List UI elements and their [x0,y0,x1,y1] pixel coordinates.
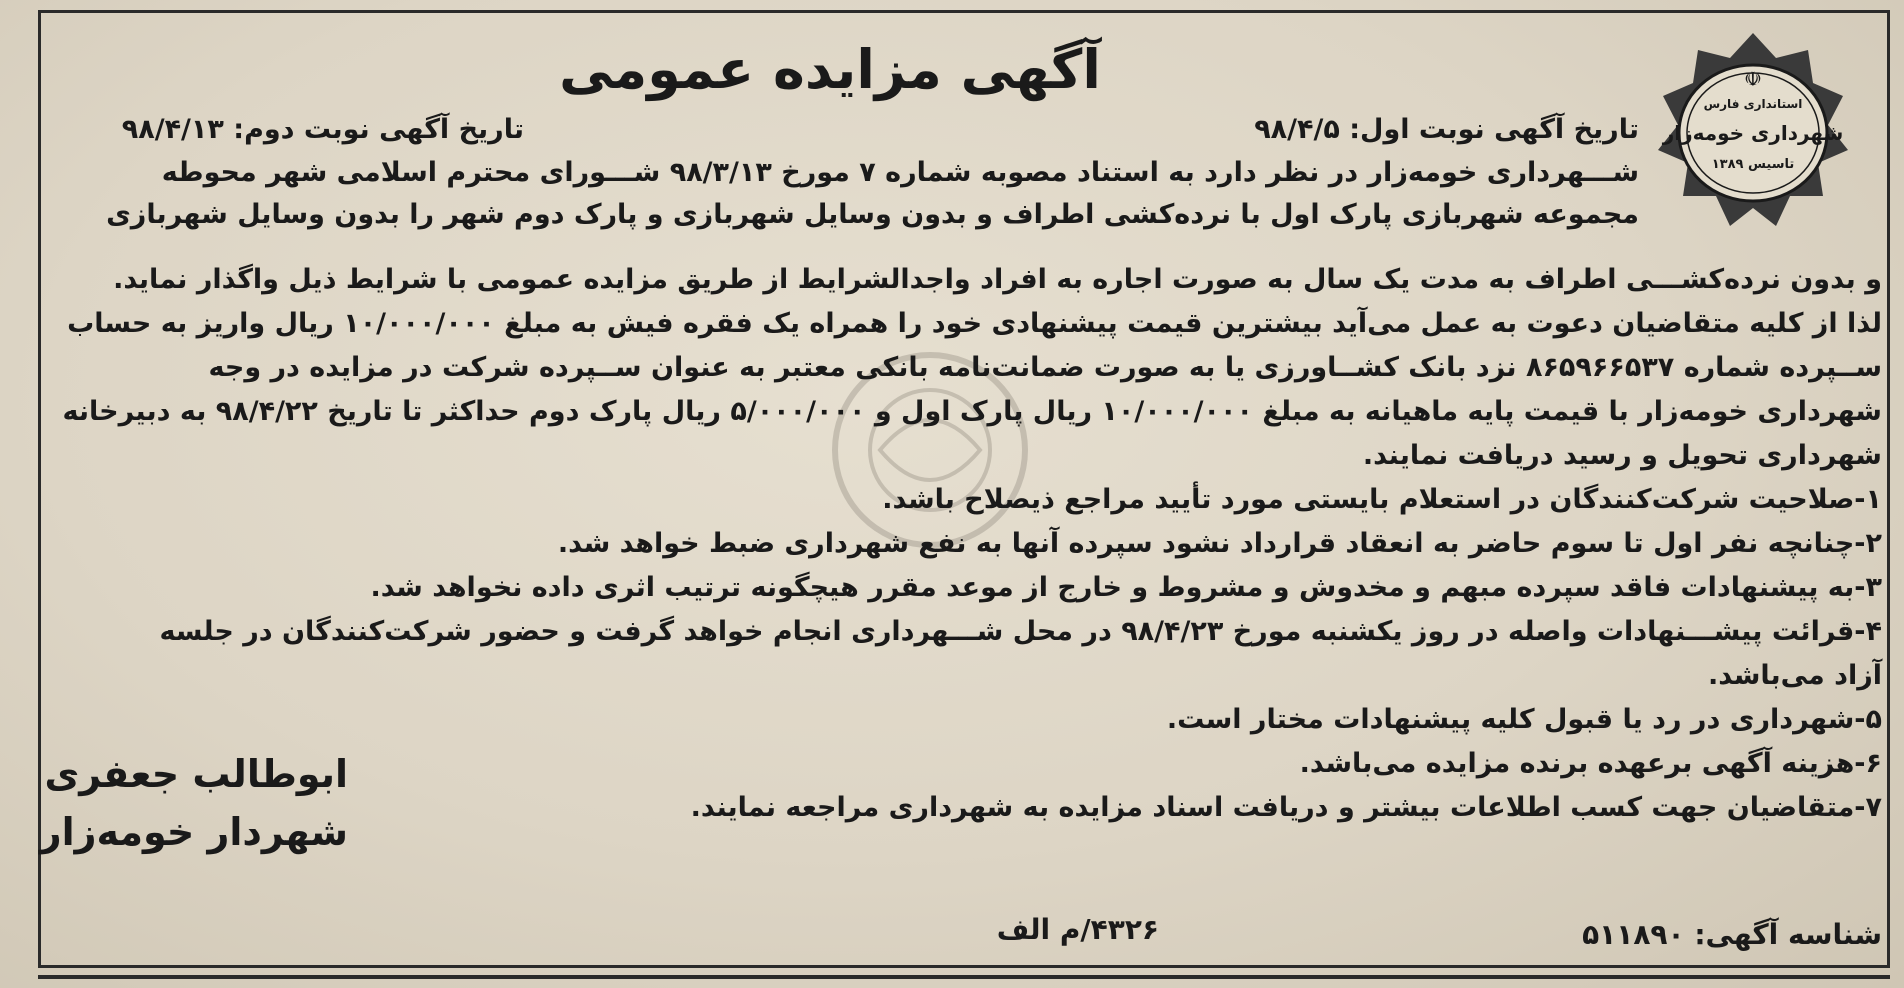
seal-founded: تاسیس ۱۳۸۹ [1711,157,1795,172]
body-line: مجموعه شهربازی پارک اول با نرده‌کشی اطراف و بدون وسایل شهربازی و پارک دوم شهر را بدون وسایل شهربازی [106,199,1639,230]
body-line: شـــهرداری خومه‌زار در نظر دارد به استناد مصوبه شماره ۷ مورخ ۹۸/۳/۱۳ شـــورای محترم اسلامی شهر محوطه [161,157,1639,188]
condition-item: آزاد می‌باشد. [1707,660,1882,691]
condition-item: ۶-هزینه آگهی برعهده برنده مزایده می‌باشد. [1299,748,1882,779]
signatory-name: ابوطالب جعفری [44,752,348,796]
first-publication-date: تاریخ آگهی نوبت اول: ۹۸/۴/۵ [1254,114,1639,145]
notice-title: آگهی مزایده عمومی [559,38,1101,101]
condition-item: ۱-صلاحیت شرکت‌کنندگان در استعلام بایستی مورد تأیید مراجع ذیصلاح باشد. [882,484,1882,515]
condition-item: ۵-شهرداری در رد یا قبول کلیه پیشنهادات مختار است. [1166,704,1882,735]
body-line: ســپرده شماره ۸۶۵۹۶۶۵۳۷ نزد بانک کشــاورزی یا به صورت ضمانت‌نامه بانکی معتبر به عنوان ســپرده شرکت در مزایده در وجه [208,352,1882,383]
signatory-title: شهردار خومه‌زار [39,810,348,854]
municipality-seal [1628,28,1878,238]
bottom-divider [38,975,1890,979]
second-publication-date: تاریخ آگهی نوبت دوم: ۹۸/۴/۱۳ [121,114,524,145]
seal-name: شهرداری خومه‌زار [1662,121,1844,145]
notice-id: شناسه آگهی: ۵۱۱۸۹۰ [1582,918,1882,951]
condition-item: ۳-به پیشنهادات فاقد سپرده مبهم و مخدوش و مشروط و خارج از موعد مقرر هیچگونه ترتیب اثری داده نخواهد شد. [370,572,1882,603]
notice-code: ۴۳۲۶/م الف [996,913,1159,946]
condition-item: ۴-قرائت پیشـــنهادات واصله در روز یکشنبه مورخ ۹۸/۴/۲۳ در محل شـــهرداری انجام خواهد گرفت و حضور شرکت‌کنندگان در جلسه [159,616,1882,647]
body-line: لذا از کلیه متقاضیان دعوت به عمل می‌آید بیشترین قیمت پیشنهادی خود را همراه یک فقره فیش به مبلغ ۱۰/۰۰۰/۰۰۰ ریال واریز به حساب [67,308,1882,339]
seal-top-text: استانداری فارس [1703,97,1803,111]
condition-item: ۷-متقاضیان جهت کسب اطلاعات بیشتر و دریافت اسناد مزایده به شهرداری مراجعه نمایند. [690,792,1882,823]
condition-item: ۲-چنانچه نفر اول تا سوم حاضر به انعقاد قرارداد نشود سپرده آنها به نفع شهرداری ضبط خواهد شد. [557,528,1882,559]
body-line: شهرداری تحویل و رسید دریافت نمایند. [1362,440,1882,471]
svg-text:☫: ☫ [1744,67,1762,91]
body-line: و بدون نرده‌کشـــی اطراف به مدت یک سال به صورت اجاره به افراد واجدالشرایط از طریق مزایده عمومی با شرایط ذیل واگذار نماید. [113,264,1882,295]
body-line: شهرداری خومه‌زار با قیمت پایه ماهیانه به مبلغ ۱۰/۰۰۰/۰۰۰ ریال پارک اول و ۵/۰۰۰/۰۰۰ ریال پارک دوم حداکثر تا تاریخ ۹۸/۴/۲۲ به دبیرخانه [62,396,1882,427]
